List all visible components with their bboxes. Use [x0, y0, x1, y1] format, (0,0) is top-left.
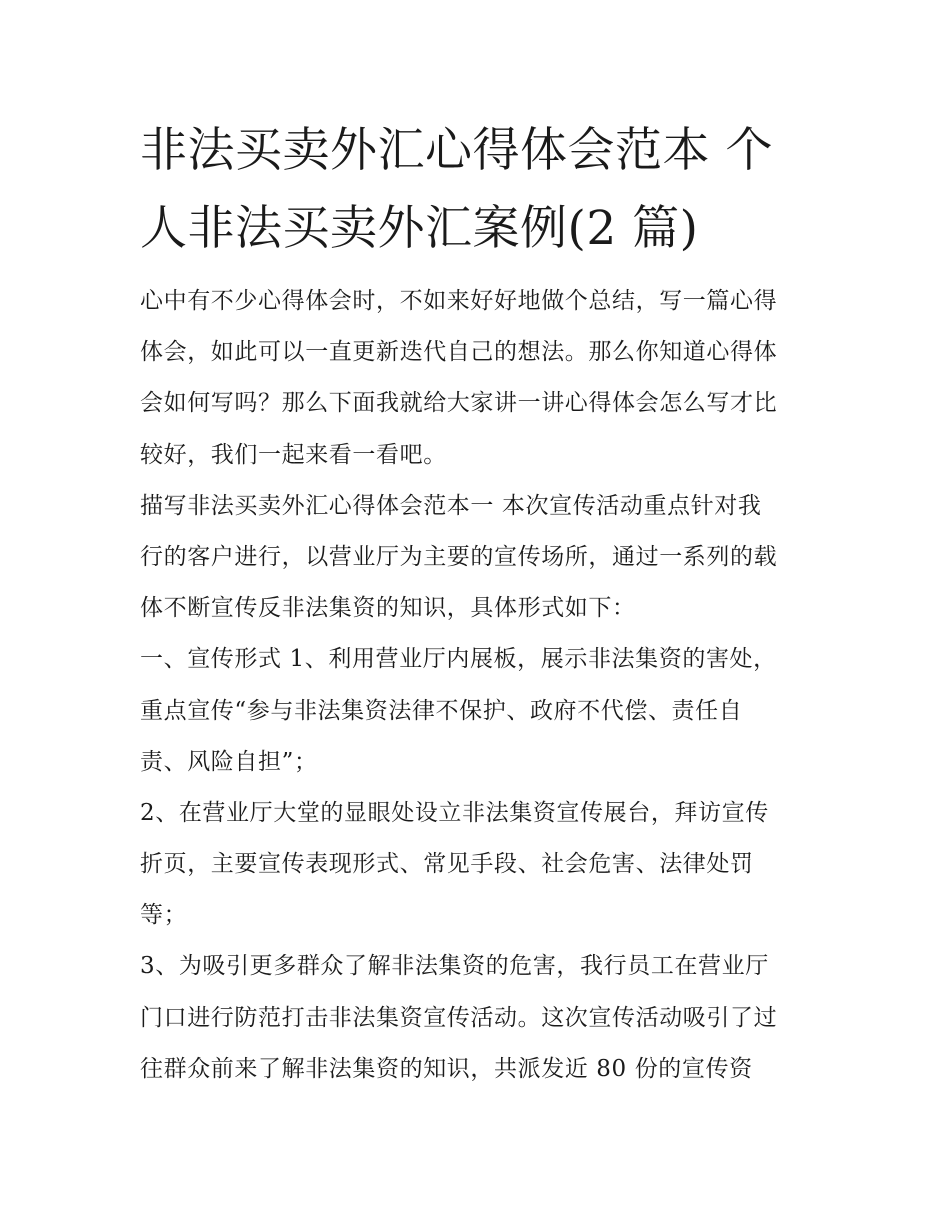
body-line: 心中有不少心得体会时，不如来好好地做个总结，写一篇心得: [140, 288, 778, 314]
document-title: 非法买卖外汇心得体会范本 个人非法买卖外汇案例(2 篇): [140, 123, 773, 256]
body-line: 体会，如此可以一直更新迭代自己的想法。那么你知道心得体: [140, 339, 778, 366]
body-line: 等；: [140, 902, 188, 929]
document-body: [140, 276, 830, 1095]
body-line: 一、宣传形式 1、利用营业厅内展板，展示非法集资的害处，: [140, 646, 777, 673]
body-line: 会如何写吗？那么下面我就给大家讲一讲心得体会怎么写才比: [140, 390, 778, 417]
body-line: 行的客户进行，以营业厅为主要的宣传场所，通过一系列的载: [140, 543, 778, 570]
body-line: 往群众前来了解非法集资的知识，共派发近 80 份的宣传资: [140, 1055, 753, 1082]
body-line: 2、在营业厅大堂的显眼处设立非法集资宣传展台，拜访宣传: [140, 799, 769, 826]
body-line: 3、为吸引更多群众了解非法集资的危害，我行员工在营业厅: [140, 953, 769, 980]
body-line: 体不断宣传反非法集资的知识，具体形式如下：: [140, 595, 636, 622]
body-line: 描写非法买卖外汇心得体会范本一 本次宣传活动重点针对我: [140, 492, 762, 519]
body-line: 门口进行防范打击非法集资宣传活动。这次宣传活动吸引了过: [140, 1004, 778, 1031]
body-line: 责、风险自担”；: [140, 748, 318, 775]
body-line: 折页，主要宣传表现形式、常见手段、社会危害、法律处罚: [140, 851, 754, 878]
body-line: 重点宣传“参与非法集资法律不保护、政府不代偿、责任自: [140, 697, 743, 724]
body-line: 较好，我们一起来看一看吧。: [140, 441, 447, 468]
